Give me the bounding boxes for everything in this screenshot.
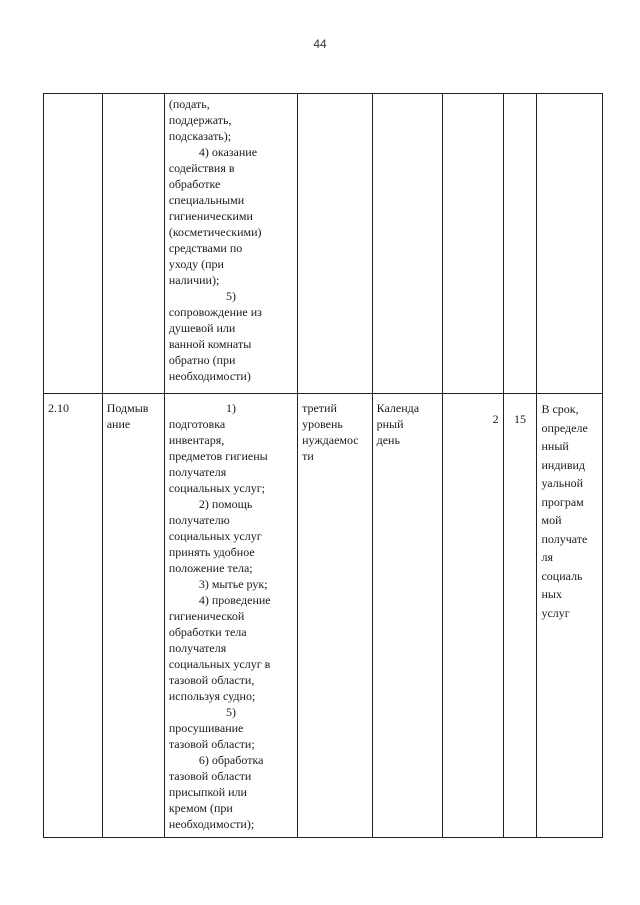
quantity-value: 2 (492, 412, 499, 426)
description-line: тазовой области, (168, 673, 255, 687)
cell-description (164, 394, 297, 838)
cell-unit (372, 394, 442, 838)
row-number: 2.10 (48, 401, 69, 415)
description-line: получателю (168, 513, 230, 527)
term-line: В срок, (541, 402, 579, 416)
need-level-line: уровень (302, 417, 343, 431)
description-line: сопровождение из (168, 305, 262, 319)
description-line: используя судно; (168, 689, 256, 703)
cell-need-level (298, 94, 373, 394)
description-line: 6) обработка (198, 753, 264, 767)
description-line: получателя (168, 641, 227, 655)
need-level-line: нуждаемос (302, 433, 359, 447)
description-line: получателя (168, 465, 227, 479)
unit-line: день (376, 433, 400, 447)
need-level-line: ти (302, 449, 314, 463)
description-line: предметов гигиены (168, 449, 268, 463)
description-text (169, 96, 293, 384)
services-table (43, 93, 603, 838)
description-line: обработки тела (168, 625, 247, 639)
table-row-continued (44, 94, 603, 394)
description-line: поддержать, (168, 113, 232, 127)
description-line: гигиенической (168, 609, 245, 623)
cell-term (537, 94, 603, 394)
duration-value: 15 (514, 412, 527, 426)
unit-line: рный (376, 417, 404, 431)
table-row-2-10 (44, 394, 603, 838)
cell-number (44, 394, 103, 838)
term-line: индивид (541, 457, 586, 472)
service-name-line: Подмыв (106, 401, 149, 415)
description-line: кремом (при (168, 801, 233, 815)
term-line: уальной (541, 476, 584, 490)
cell-need-level (298, 394, 373, 838)
need-level-line: третий (302, 401, 337, 415)
cell-duration (503, 394, 537, 838)
cell-service-name (102, 94, 164, 394)
term-line: получате (541, 531, 588, 546)
description-line: душевой или (168, 321, 236, 335)
cell-quantity (442, 394, 503, 838)
service-name-line: ание (106, 417, 131, 431)
unit-of-measure (377, 400, 438, 448)
description-line: гигиеническими (168, 209, 253, 223)
term-line: програм (541, 494, 584, 509)
unit-line: Календа (376, 401, 420, 415)
description-line: (косметическими) (168, 225, 262, 239)
description-line: социальных услуг (168, 529, 262, 543)
cell-term (537, 394, 603, 838)
cell-description (164, 94, 297, 394)
description-line: ванной комнаты (168, 337, 252, 351)
description-line: инвентаря, (168, 433, 225, 447)
description-line: тазовой области; (168, 737, 255, 751)
term-line: нный (541, 439, 569, 453)
page-number: 44 (313, 37, 327, 51)
term-text (541, 400, 598, 622)
description-line: наличии); (168, 273, 220, 287)
description-line: 5) (225, 705, 236, 719)
description-line: средствами по (168, 241, 243, 255)
description-line: просушивание (168, 721, 244, 735)
cell-unit (372, 94, 442, 394)
description-line: обратно (при (168, 353, 236, 367)
description-line: обработке (168, 177, 221, 191)
description-line: уходу (при (168, 257, 224, 271)
need-level (302, 400, 368, 464)
cell-duration (503, 94, 537, 394)
description-line: социальных услуг; (168, 481, 265, 495)
description-line: содействия в (168, 161, 235, 175)
term-line: ных (541, 587, 562, 601)
description-line: специальными (168, 193, 245, 207)
description-line: необходимости); (168, 817, 255, 831)
cell-service-name (102, 394, 164, 838)
description-line: необходимости) (168, 369, 251, 383)
description-line: 1) (225, 401, 236, 415)
description-line: 4) оказание (198, 145, 258, 159)
term-line: социаль (541, 568, 583, 583)
term-line: мой (541, 513, 562, 527)
description-line: подсказать); (168, 129, 232, 143)
description-line: 2) помощь (198, 497, 253, 511)
description-line: 4) проведение (198, 593, 271, 607)
description-line: принять удобное (168, 545, 255, 559)
service-name (107, 400, 160, 432)
cell-quantity (442, 94, 503, 394)
description-line: 5) (225, 289, 236, 303)
description-line: тазовой области (168, 769, 252, 783)
description-line: положение тела; (168, 561, 253, 575)
cell-number (44, 94, 103, 394)
description-line: социальных услуг в (168, 657, 271, 671)
term-line: определе (541, 420, 588, 435)
term-line: услуг (541, 605, 570, 620)
description-line: присыпкой или (168, 785, 247, 799)
term-line: ля (541, 550, 553, 564)
description-text (169, 400, 293, 832)
description-line: подготовка (168, 417, 226, 431)
description-line: (подать, (168, 97, 210, 111)
description-line: 3) мытье рук; (198, 577, 268, 591)
